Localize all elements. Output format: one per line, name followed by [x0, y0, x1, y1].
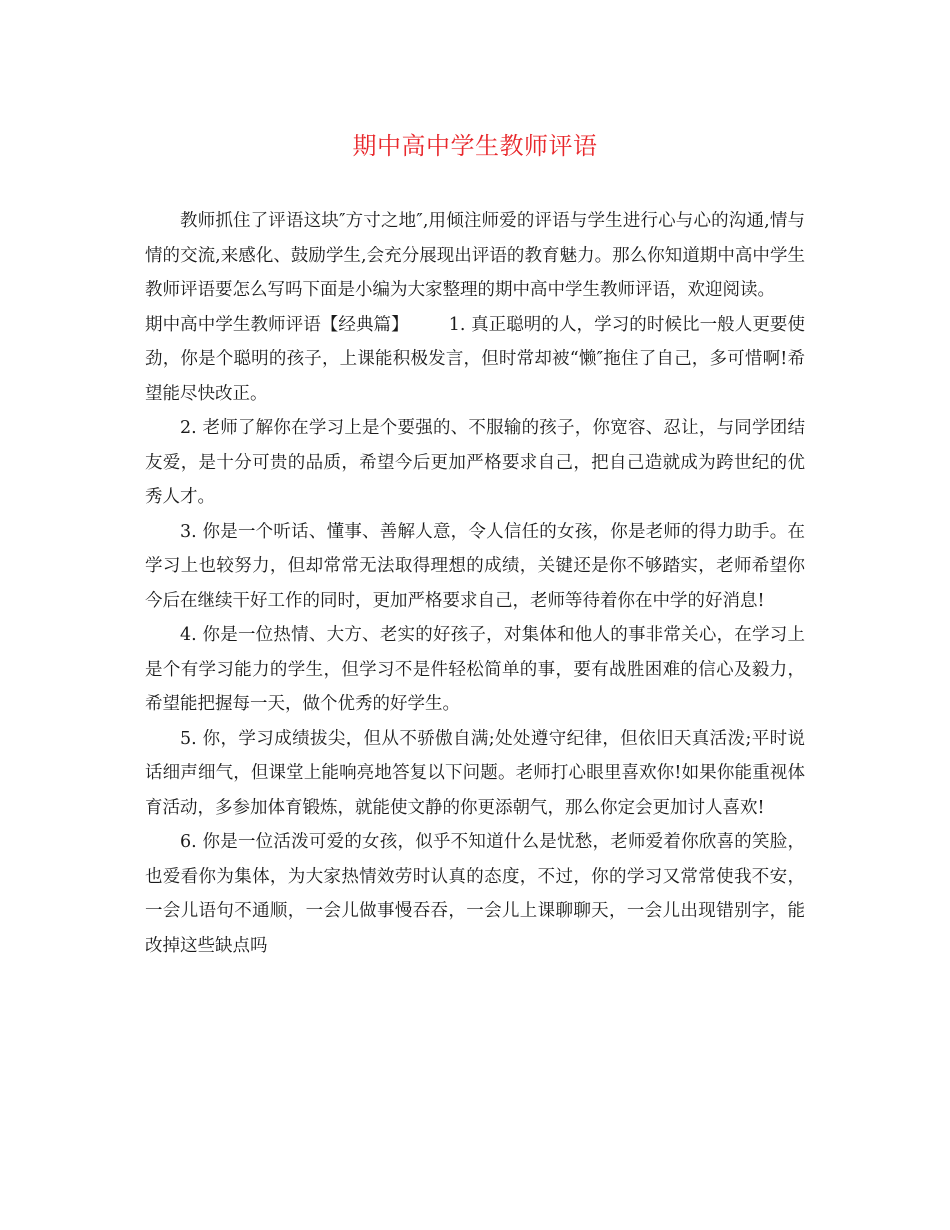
intro-paragraph: 教师抓住了评语这块″方寸之地″,用倾注师爱的评语与学生进行心与心的沟通,情与情的交流,来感化、鼓励学生,会充分展现出评语的教育魅力。那么你知道期中高中学生教师评语要怎么写吗下面是小编为大家整理的期中高中学生教师评语，欢迎阅读。 — [145, 211, 805, 300]
document-body — [145, 204, 805, 963]
item-3-number: 3. — [180, 521, 197, 542]
item-2-number: 2. — [180, 418, 197, 438]
item-2-paragraph — [145, 411, 805, 515]
page-title: 期中高中学生教师评语 — [352, 132, 598, 160]
item-1-number: 1. — [448, 314, 466, 335]
item-5-paragraph — [145, 722, 805, 826]
item-6-text: 你是一位活泼可爱的女孩，似乎不知道什么是忧愁，老师爱着你欣喜的笑脸，也爱看你为集体，为大家热情效劳时认真的态度，不过，你的学习又常常使我不安，一会儿语句不通顺，一会儿做事慢吞吞，一会儿上课聊聊天，一会儿出现错别字，能改掉这些缺点吗 — [145, 832, 805, 956]
item-4-paragraph — [145, 618, 805, 722]
item-2-text: 老师了解你在学习上是个要强的、不服输的孩子，你宽容、忍让，与同学团结友爱，是十分可贵的品质，希望今后更加严格要求自己，把自己造就成为跨世纪的优秀人才。 — [145, 418, 805, 507]
item-5-text: 你，学习成绩拔尖，但从不骄傲自满;处处遵守纪律，但依旧天真活泼;平时说话细声细气，但课堂上能响亮地答复以下问题。老师打心眼里喜欢你!如果你能重视体育活动，多参加体育锻炼，就能使文静的你更添朝气，那么你定会更加讨人喜欢! — [145, 728, 805, 818]
section-paragraph — [145, 308, 805, 412]
item-6-number: 6. — [180, 832, 197, 852]
item-4-number: 4. — [180, 625, 197, 645]
item-4-text: 你是一位热情、大方、老实的好孩子，对集体和他人的事非常关心，在学习上是个有学习能力的学生，但学习不是件轻松简单的事，要有战胜困难的信心及毅力，希望能把握每一天，做个优秀的好学生。 — [145, 625, 805, 714]
item-3-text: 你是一个听话、懂事、善解人意，令人信任的女孩，你是老师的得力助手。在学习上也较努力，但却常常无法取得理想的成绩，关键还是你不够踏实，老师希望你今后在继续干好工作的同时，更加严格要求自己，老师等待着你在中学的好消息! — [145, 521, 805, 611]
item-6-paragraph — [145, 825, 805, 963]
item-3-paragraph — [145, 515, 805, 619]
item-5-number: 5. — [180, 728, 197, 749]
item-1-text: 真正聪明的人，学习的时候比一般人更要使劲，你是个聪明的孩子，上课能积极发言，但时常却被“懒″拖住了自己，多可惜啊!希望能尽快改正。 — [145, 314, 806, 404]
section-heading: 期中高中学生教师评语【经典篇】 — [145, 314, 409, 335]
